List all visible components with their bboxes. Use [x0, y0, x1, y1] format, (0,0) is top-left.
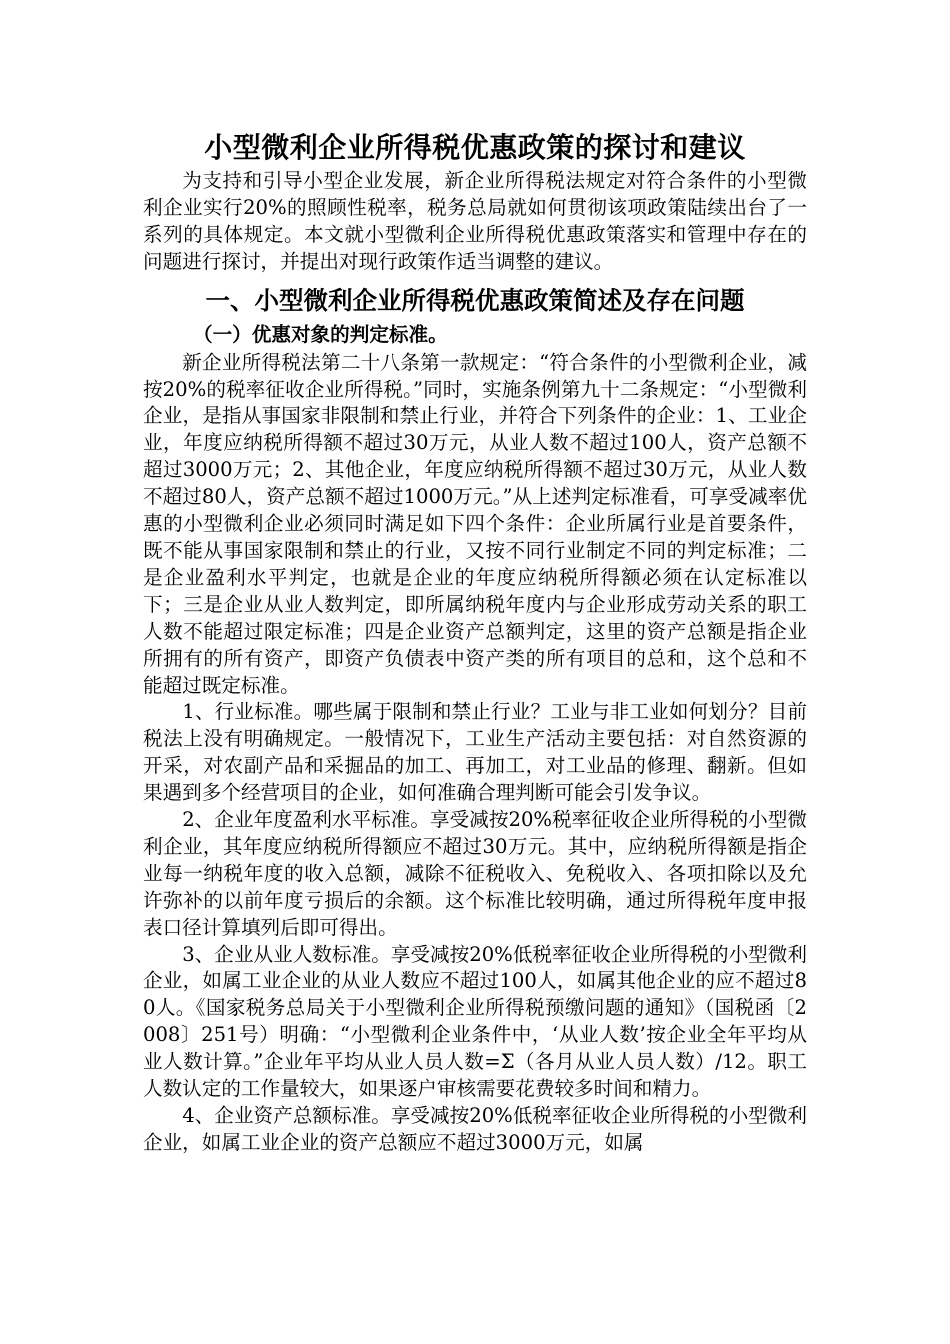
body-paragraph-assets: 4、企业资产总额标准。享受减按20%低税率征收企业所得税的小型微利企业，如属工业企业的资产总额应不超过3000万元，如属 — [143, 1104, 807, 1154]
document-page — [143, 128, 807, 1157]
body-paragraph-profit: 2、企业年度盈利水平标准。享受减按20%税率征收企业所得税的小型微利企业，其年度应纳税所得额应不超过30万元。其中，应纳税所得额是指企业每一纳税年度的收入总额，减除不征税收入、免税收入、各项扣除以及允许弥补的以前年度亏损后的余额。这个标准比较明确，通过所得税年度申报表口径计算填列后即可得出。 — [143, 808, 807, 939]
document-title: 小型微利企业所得税优惠政策的探讨和建议 — [204, 131, 746, 164]
intro-paragraph: 为支持和引导小型企业发展，新企业所得税法规定对符合条件的小型微利企业实行20%的照顾性税率，税务总局就如何贯彻该项政策陆续出台了一系列的具体规定。本文就小型微利企业所得税优惠政策落实和管理中存在的问题进行探讨，并提出对现行政策作适当调整的建议。 — [143, 169, 807, 273]
body-paragraph-industry: 1、行业标准。哪些属于限制和禁止行业？工业与非工业如何划分？目前税法上没有明确规定。一般情况下，工业生产活动主要包括：对自然资源的开采，对农副产品和采掘品的加工、再加工，对工业品的修理、翻新。但如果遇到多个经营项目的企业，如何准确合理判断可能会引发争议。 — [143, 700, 807, 805]
section-heading: 一、小型微利企业所得税优惠政策简述及存在问题 — [205, 285, 745, 315]
body-paragraph-employees: 3、企业从业人数标准。享受减按20%低税率征收企业所得税的小型微利企业，如属工业企业的从业人数应不超过100人，如属其他企业的应不超过80人。《国家税务总局关于小型微利企业所得税预缴问题的通知》（国税函〔2008〕251号）明确：“小型微利企业条件中，‘从业人数’按企业全年平均从业人数计算。”企业年平均从业人员人数=Σ（各月从业人员人数）/12。职工人数认定的工作量较大，如果逐户审核需要花费较多时间和精力。 — [143, 942, 807, 1101]
subsection-heading: （一）优惠对象的判定标准。 — [193, 322, 448, 346]
body-paragraph-criteria: 新企业所得税法第二十八条第一款规定：“符合条件的小型微利企业，减按20%的税率征收企业所得税。”同时，实施条例第九十二条规定：“小型微利企业，是指从事国家非限制和禁止行业，并符合下列条件的企业：1、工业企业，年度应纳税所得额不超过30万元，从业人数不超过100人，资产总额不超过3000万元；2、其他企业，年度应纳税所得额不超过30万元，从业人数不超过80人，资产总额不超过1000万元。”从上述判定标准看，可享受减率优惠的小型微利企业必须同时满足如下四个条件：企业所属行业是首要条件，既不能从事国家限制和禁止的行业，又按不同行业制定不同的判定标准；二是企业盈利水平判定，也就是企业的年度应纳税所得额必须在认定标准以下；三是企业从业人数判定，即所属纳税年度内与企业形成劳动关系的职工人数不能超过限定标准；四是企业资产总额判定，这里的资产总额是指企业所拥有的所有资产，即资产负债表中资产类的所有项目的总和，这个总和不能超过既定标准。 — [143, 350, 807, 697]
